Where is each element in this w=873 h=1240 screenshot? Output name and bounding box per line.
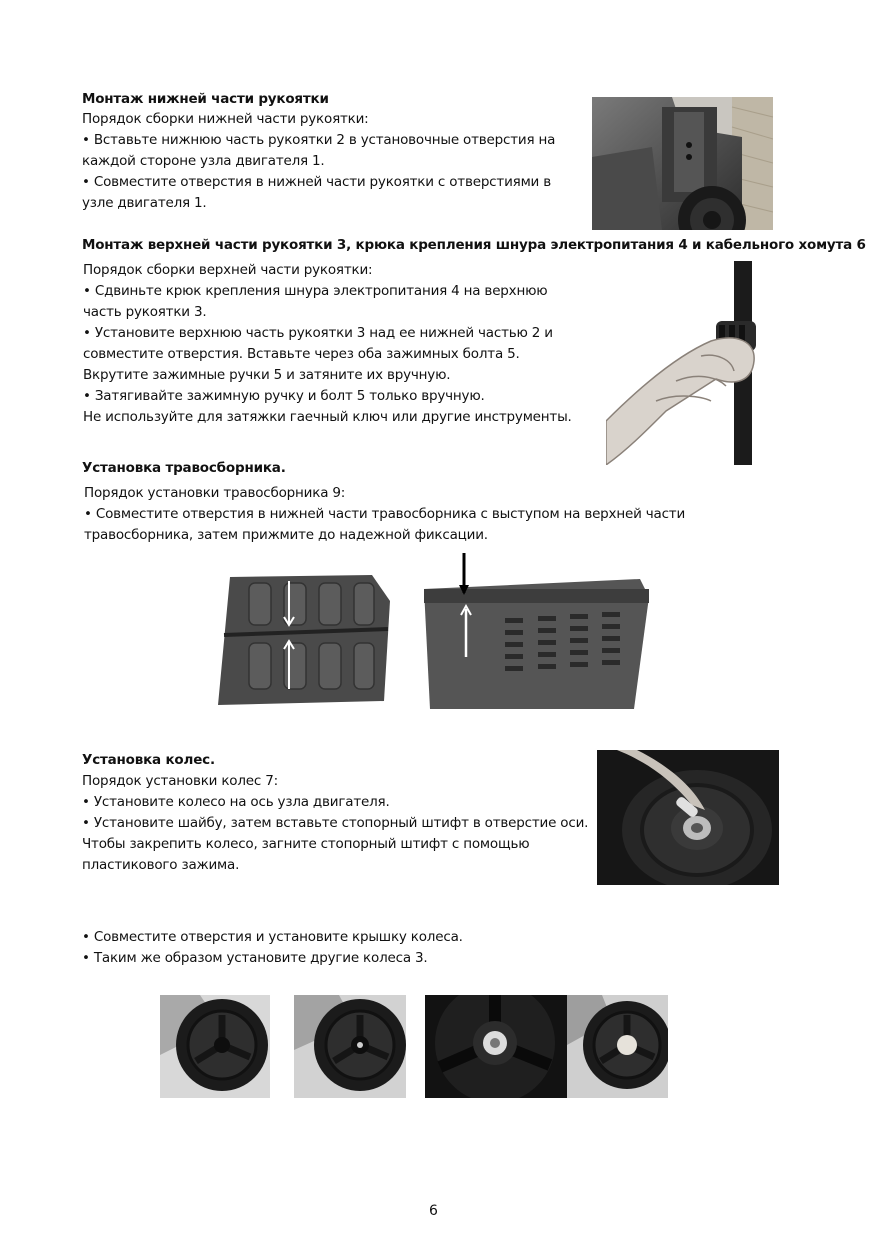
text-line: Не используйте для затяжки гаечный ключ или другие инструменты. — [83, 409, 572, 425]
text-line: • Затягивайте зажимную ручку и болт 5 только вручную. — [83, 388, 485, 404]
text-line: • Установите верхнюю часть рукоятки 3 над ее нижней частью 2 и — [83, 325, 553, 341]
wheel-step-photo-4 — [567, 995, 668, 1098]
text-line: пластикового зажима. — [82, 857, 240, 873]
text-line: травосборника, затем прижмите до надежной фиксации. — [84, 527, 488, 543]
text-line: Порядок установки травосборника 9: — [84, 485, 346, 501]
wheel-pin-photo — [597, 750, 779, 885]
text-line: Вкрутите зажимные ручки 5 и затяните их вручную. — [83, 367, 451, 383]
text-line: Порядок установки колес 7: — [82, 773, 278, 789]
text-line: • Совместите отверстия и установите крышку колеса. — [82, 929, 463, 945]
wheel-step-photo-3 — [425, 995, 567, 1098]
wheel-step-photo-2 — [294, 995, 406, 1098]
section-title-lower-handle: Монтаж нижней части рукоятки — [82, 91, 329, 107]
text-line: • Совместите отверстия в нижней части травосборника с выступом на верхней части — [84, 506, 686, 522]
section-text-wheels — [82, 771, 588, 876]
section-title-upper-handle: Монтаж верхней части рукоятки 3, крюка крепления шнура электропитания 4 и кабельного хомута 6 — [82, 237, 866, 253]
text-line: • Установите шайбу, затем вставьте стопорный штифт в отверстие оси. — [82, 815, 589, 831]
text-line: • Таким же образом установите другие колеса 3. — [82, 950, 428, 966]
text-line: • Совместите отверстия в нижней части рукоятки с отверстиями в — [82, 174, 551, 190]
text-line: часть рукоятки 3. — [83, 304, 207, 320]
text-line: каждой стороне узла двигателя 1. — [82, 153, 325, 169]
section-text-upper-handle — [83, 260, 572, 428]
text-line: узле двигателя 1. — [82, 195, 207, 211]
text-line: • Вставьте нижнюю часть рукоятки 2 в установочные отверстия на — [82, 132, 556, 148]
text-line: • Сдвиньте крюк крепления шнура электропитания 4 на верхнюю — [83, 283, 548, 299]
section-text-grass-box — [84, 483, 685, 546]
upper-handle-photo — [606, 261, 763, 465]
grass-box-side-photo — [420, 553, 651, 709]
text-line: Порядок сборки нижней части рукоятки: — [82, 111, 369, 127]
section-title-grass-box: Установка травосборника. — [82, 460, 286, 476]
text-line: • Установите колесо на ось узла двигателя. — [82, 794, 390, 810]
wheel-step-photo-1 — [160, 995, 270, 1098]
lower-handle-photo — [592, 97, 773, 230]
text-line: совместите отверстия. Вставьте через оба зажимных болта 5. — [83, 346, 520, 362]
section-text-lower-handle — [82, 109, 555, 214]
grass-box-bottom-photo — [214, 571, 394, 707]
text-line: Чтобы закрепить колесо, загните стопорный штифт с помощью — [82, 836, 530, 852]
text-line: Порядок сборки верхней части рукоятки: — [83, 262, 373, 278]
section-text-wheel-cover — [82, 927, 463, 969]
section-title-wheels: Установка колес. — [82, 752, 215, 768]
page-number: 6 — [429, 1203, 438, 1219]
